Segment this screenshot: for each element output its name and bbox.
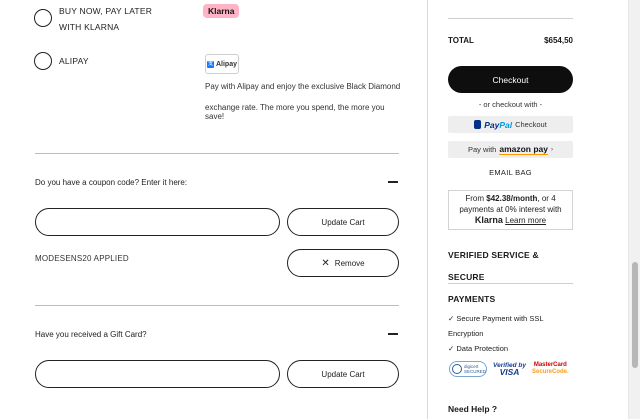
alipay-icon: 支 (207, 60, 213, 67)
applied-coupon-text: MODESENS20 APPLIED (35, 254, 129, 263)
coupon-question[interactable]: Do you have a coupon code? Enter it here: (35, 178, 188, 187)
verified-title-line1: VERIFIED SERVICE & SECURE (448, 250, 539, 282)
total-value: $654,50 (544, 36, 573, 45)
divider (35, 153, 399, 154)
amazon-pay-logo: amazon pay (499, 143, 548, 154)
remove-label: Remove (334, 258, 365, 268)
scrollbar-thumb[interactable] (632, 262, 638, 368)
secure-item: ✓ Secure Payment with SSL (448, 314, 544, 323)
remove-coupon-button[interactable] (287, 249, 399, 277)
klarna-label-line2: WITH KLARNA (59, 22, 120, 32)
mc-line1: MasterCard (533, 362, 567, 368)
verified-title (448, 244, 576, 310)
digicert-line2: SECURED (463, 369, 486, 374)
digicert-badge (449, 361, 487, 377)
checkout-label: Checkout (492, 74, 529, 85)
klarna-rest: , or 4 (537, 194, 556, 203)
alipay-description-line2: exchange rate. The more you spend, the more you save! (205, 103, 385, 121)
amazon-prefix: Pay with (467, 145, 497, 154)
checkout-button[interactable] (448, 66, 573, 93)
paypal-icon (474, 120, 481, 129)
klarna-label-line1: BUY NOW, PAY LATER (59, 6, 153, 16)
klarna-promo-line2: payments at 0% interest with (459, 204, 562, 214)
summary-divider (448, 18, 573, 19)
visa-line2: VISA (499, 367, 520, 377)
collapse-gift-card-icon[interactable] (388, 333, 398, 335)
klarna-learn-more-link[interactable]: Learn more (505, 216, 547, 225)
verified-title-line2: PAYMENTS (448, 294, 496, 304)
digicert-line1: digicert (463, 364, 479, 369)
gift-card-input[interactable] (35, 360, 280, 388)
coupon-update-cart-button[interactable] (287, 208, 399, 236)
collapse-coupon-icon[interactable] (388, 181, 398, 183)
coupon-update-cart-label: Update Cart (321, 217, 365, 227)
klarna-promo (448, 190, 573, 230)
secure-item: Encryption (448, 329, 484, 338)
paypal-checkout-button[interactable] (448, 116, 573, 133)
alipay-logo (205, 54, 239, 74)
amazon-pay-button[interactable] (448, 141, 573, 158)
paypal-brand-b: Pal (499, 119, 513, 130)
chevron-right-icon: › (551, 146, 553, 153)
alipay-option-label[interactable]: ALIPAY (59, 56, 89, 66)
verified-by-visa-badge (493, 362, 526, 376)
paypal-suffix: Checkout (515, 120, 547, 129)
verified-divider (448, 283, 573, 284)
klarna-radio[interactable] (34, 9, 52, 27)
scrollbar[interactable] (628, 0, 640, 419)
klarna-from: From (465, 194, 485, 203)
security-badges (449, 360, 573, 378)
or-checkout-text: - or checkout with - (478, 100, 543, 109)
secure-item: ✓ Data Protection (448, 344, 509, 353)
need-help-heading[interactable]: Need Help ? (448, 404, 498, 414)
paypal-brand-a: Pay (484, 119, 500, 130)
mc-line2: SecureCode. (532, 369, 569, 375)
total-label: TOTAL (448, 36, 474, 45)
klarna-logo: Klarna (203, 4, 239, 18)
gift-card-update-cart-button[interactable] (287, 360, 399, 388)
close-icon: ✕ (321, 257, 330, 269)
klarna-amount: $42.38/month (486, 194, 538, 203)
email-bag-link[interactable]: EMAIL BAG (489, 168, 532, 177)
lock-icon (452, 364, 462, 374)
divider (35, 305, 399, 306)
klarna-promo-line3 (449, 215, 572, 227)
paypal-brand (484, 120, 512, 130)
alipay-description-line1: Pay with Alipay and enjoy the exclusive Black Diamond (205, 82, 401, 91)
visa-line1: Verified by (493, 362, 526, 369)
coupon-code-input[interactable] (35, 208, 280, 236)
klarna-promo-line1 (449, 194, 572, 205)
digicert-text (464, 364, 486, 374)
klarna-brand: Klarna (474, 215, 503, 225)
alipay-logo-text: Alipay (215, 60, 237, 68)
alipay-radio[interactable] (34, 52, 52, 70)
gift-card-update-cart-label: Update Cart (321, 369, 365, 379)
klarna-option-label[interactable] (59, 4, 152, 35)
gift-card-question[interactable]: Have you received a Gift Card? (35, 330, 147, 339)
mastercard-securecode-badge (532, 362, 569, 376)
